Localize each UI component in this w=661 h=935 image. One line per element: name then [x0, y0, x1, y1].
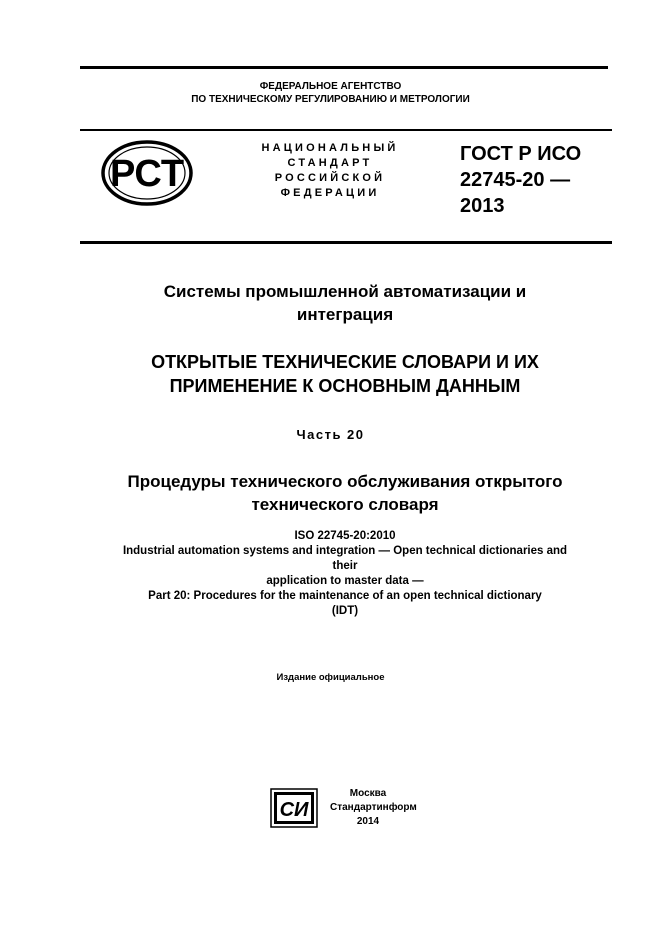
rst-logo — [100, 139, 196, 207]
part-title-line-2: технического словаря — [251, 495, 439, 514]
sub-title — [70, 350, 620, 398]
header-rule-bottom — [80, 241, 612, 244]
sub-title-line-2: ПРИМЕНЕНИЕ К ОСНОВНЫМ ДАННЫМ — [169, 376, 521, 396]
top-rule — [80, 66, 608, 69]
iso-ref-line-6: (IDT) — [331, 605, 359, 617]
main-title — [70, 280, 620, 326]
part-title — [70, 470, 620, 516]
agency-line-1: ФЕДЕРАЛЬНОЕ АГЕНТСТВО — [259, 81, 402, 92]
rst-mark-icon — [100, 139, 196, 207]
publisher-logo — [270, 788, 318, 828]
standard-type — [235, 141, 425, 201]
iso-reference — [70, 529, 620, 619]
iso-ref-line-5: Part 20: Procedures for the maintenance of an open technical dictionary — [148, 590, 542, 602]
publisher-city: Москва — [349, 788, 387, 799]
designation-line-3: 2013 — [460, 195, 505, 217]
standard-type-line-3: РОССИЙСКОЙ — [274, 172, 386, 184]
standartinform-logo-icon — [270, 788, 318, 828]
publisher-info — [330, 787, 417, 829]
agency-line-2: ПО ТЕХНИЧЕСКОМУ РЕГУЛИРОВАНИЮ И МЕТРОЛОГИИ — [191, 94, 470, 105]
iso-ref-line-3: their — [332, 560, 358, 572]
rst-logo-text: РСТ — [109, 153, 185, 195]
designation-line-1: ГОСТ Р ИСО — [460, 143, 582, 165]
iso-ref-line-4: application to master data — — [266, 575, 424, 587]
part-label: Часть 20 — [296, 427, 365, 442]
iso-ref-line-1: ISO 22745-20:2010 — [294, 530, 396, 542]
main-title-line-1: Системы промышленной автоматизации и — [163, 282, 527, 301]
iso-ref-line-2: Industrial automation systems and integration — Open technical dictionaries and — [122, 545, 568, 557]
agency-name — [0, 80, 661, 106]
main-title-line-2: интеграция — [296, 305, 394, 324]
publisher-name: Стандартинформ — [330, 802, 417, 813]
publisher-logo-text: СИ — [279, 799, 309, 821]
standard-designation — [460, 141, 630, 219]
header-rule-top — [80, 129, 612, 131]
edition-label: Издание официальное — [276, 672, 385, 683]
part-title-line-1: Процедуры технического обслуживания открытого — [127, 472, 563, 491]
standard-type-line-2: СТАНДАРТ — [287, 157, 373, 169]
sub-title-line-1: ОТКРЫТЫЕ ТЕХНИЧЕСКИЕ СЛОВАРИ И ИХ — [151, 352, 539, 372]
standard-type-line-4: ФЕДЕРАЦИИ — [280, 187, 380, 199]
standard-type-line-1: НАЦИОНАЛЬНЫЙ — [261, 142, 399, 154]
publisher-year: 2014 — [356, 816, 380, 827]
designation-line-2: 22745-20 — — [460, 169, 571, 191]
